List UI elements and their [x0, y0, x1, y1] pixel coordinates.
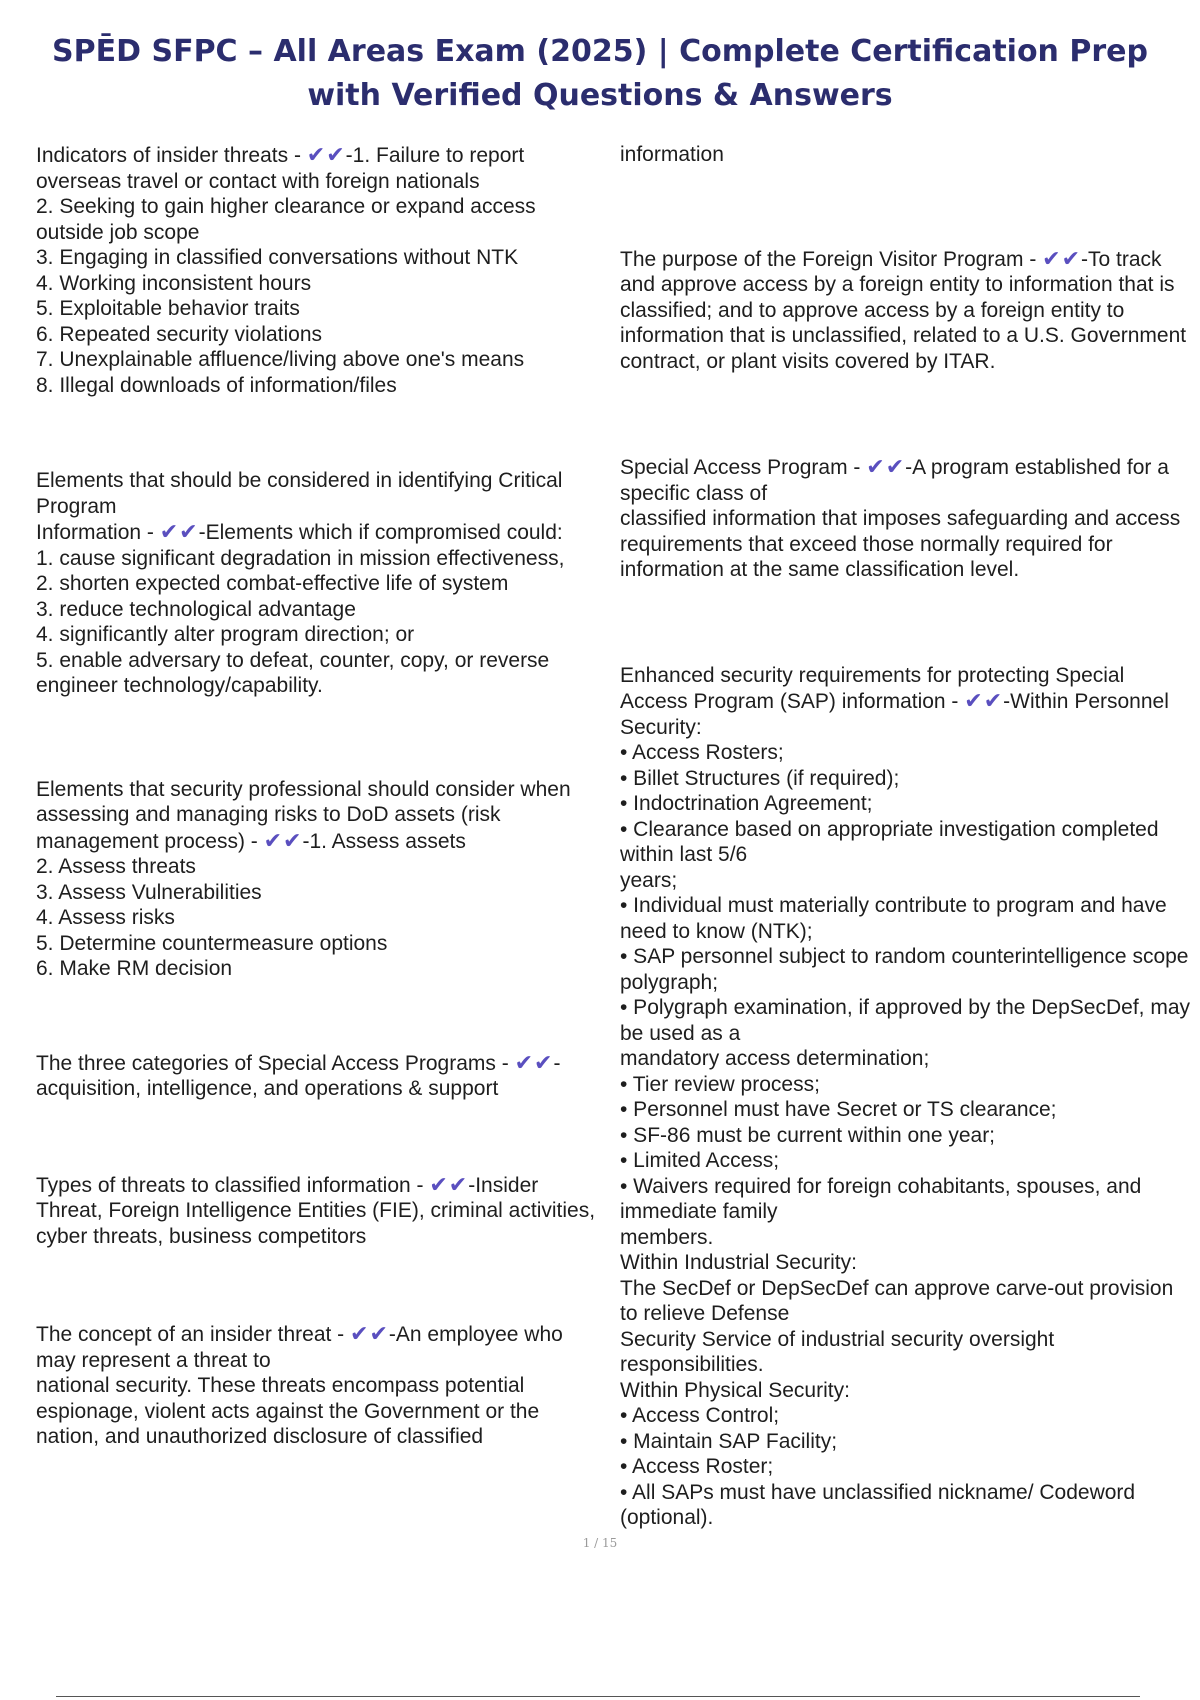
qa-entry — [36, 1321, 604, 1450]
page-number: 1 / 15 — [582, 1536, 618, 1550]
checkmark-icon: ✔✔ — [159, 519, 199, 544]
qa-entry — [620, 246, 1192, 375]
qa-entry — [36, 1172, 604, 1250]
qa-entry — [36, 777, 604, 982]
answer-text: -acquisition, intelligence, and operations & support — [36, 1051, 561, 1100]
footer-divider — [56, 1696, 1140, 1697]
answer-text: -Elements which if compromised could: 1. cause significant degradation in mission effectiveness, 2. shorten expected combat-effective life of system 3. reduce technological advantage 4. significantly alter program direction; or 5. enable adversary to defeat, counter, copy, or reverse engineer technology/capability. — [36, 521, 565, 697]
question-text: The three categories of Special Access Programs - — [36, 1051, 515, 1075]
answer-text: -An employee who may represent a threat to national security. These threats encompass potential espionage, violent acts against the Government or the nation, and unauthorized disclosure of classified — [36, 1323, 563, 1448]
answer-text: -Within Personnel Security: • Access Rosters; • Billet Structures (if required); • Indoctrination Agreement; • Clearance based on appropriate investigation completed within last 5/6 years; • Individual must materially contribute to program and have need to know (NTK); • SAP personnel subject to random counterintelligence scope polygraph; • Polygraph examination, if approved by the DepSecDef, may be used as a mandatory access determination; • Tier review process; • Personnel must have Secret or TS clearance; • SF-86 must be current within one year; • Limited Access; • Waivers required for foreign cohabitants, spouses, and immediate family members. Within Industrial Security: The SecDef or DepSecDef can approve carve-out provision to relieve Defense Security Service of industrial security oversight responsibilities. Within Physical Security: • Access Control; • Maintain SAP Facility; • Access Roster; • All SAPs must have unclassified nickname/ Codeword (optional). — [620, 690, 1190, 1529]
right-column — [620, 142, 1192, 1531]
left-column — [36, 142, 604, 1450]
qa-entry — [620, 454, 1192, 583]
checkmark-icon: ✔✔ — [306, 142, 346, 167]
question-text: Elements that security professional should consider when assessing and managing risks to DoD assets (risk management process) - — [36, 777, 571, 853]
qa-entry — [620, 663, 1192, 1531]
qa-entry — [36, 1050, 604, 1102]
checkmark-icon: ✔✔ — [263, 827, 303, 853]
checkmark-icon: ✔✔ — [964, 688, 1004, 713]
qa-entry — [36, 142, 604, 398]
answer-text: -A program established for a specific class of classified information that imposes safeguarding and access requirements that exceed those normally required for information at the same classification level. — [620, 456, 1181, 581]
answer-text: -Insider Threat, Foreign Intelligence Entities (FIE), criminal activities, cyber threats, business competitors — [36, 1173, 596, 1248]
checkmark-icon: ✔✔ — [514, 1049, 554, 1075]
question-text: Enhanced security requirements for protecting Special Access Program (SAP) information - — [620, 663, 1125, 713]
answer-text: -To track and approve access by a foreign entity to information that is classified; and to approve access by a foreign entity to information that is unclassified, related to a U.S. Government contract, or plant visits covered by ITAR. — [620, 247, 1187, 373]
checkmark-icon: ✔✔ — [429, 1171, 469, 1197]
question-text: Types of threats to classified information - — [36, 1173, 430, 1197]
answer-text: -1. Failure to report overseas travel or contact with foreign nationals 2. Seeking to gain higher clearance or expand access outside job scope 3. Engaging in classified conversations without NTK 4. Working inconsistent hours 5. Exploitable behavior traits 6. Repeated security violations 7. Unexplainable affluence/living above one's means 8. Illegal downloads of information/files — [36, 144, 536, 397]
question-text: Special Access Program - — [620, 456, 867, 479]
qa-entry — [36, 468, 604, 699]
continuation-text — [620, 142, 1192, 168]
answer-text: -1. Assess assets 2. Assess threats 3. Assess Vulnerabilities 4. Assess risks 5. Determine countermeasure options 6. Make RM decision — [36, 829, 466, 980]
checkmark-icon: ✔✔ — [866, 454, 906, 479]
question-text: The concept of an insider threat - — [36, 1323, 351, 1346]
question-text: Elements that should be considered in identifying Critical Program Information - — [36, 469, 563, 544]
checkmark-icon: ✔✔ — [350, 1321, 389, 1346]
checkmark-icon: ✔✔ — [1042, 245, 1082, 271]
continuation-line: information — [620, 143, 724, 166]
question-text: Indicators of insider threats - — [36, 144, 307, 167]
document-title: SPĒD SFPC – All Areas Exam (2025) | Complete Certification Prep with Verified Questions & Answers — [52, 34, 1148, 113]
question-text: The purpose of the Foreign Visitor Program - — [620, 247, 1043, 271]
